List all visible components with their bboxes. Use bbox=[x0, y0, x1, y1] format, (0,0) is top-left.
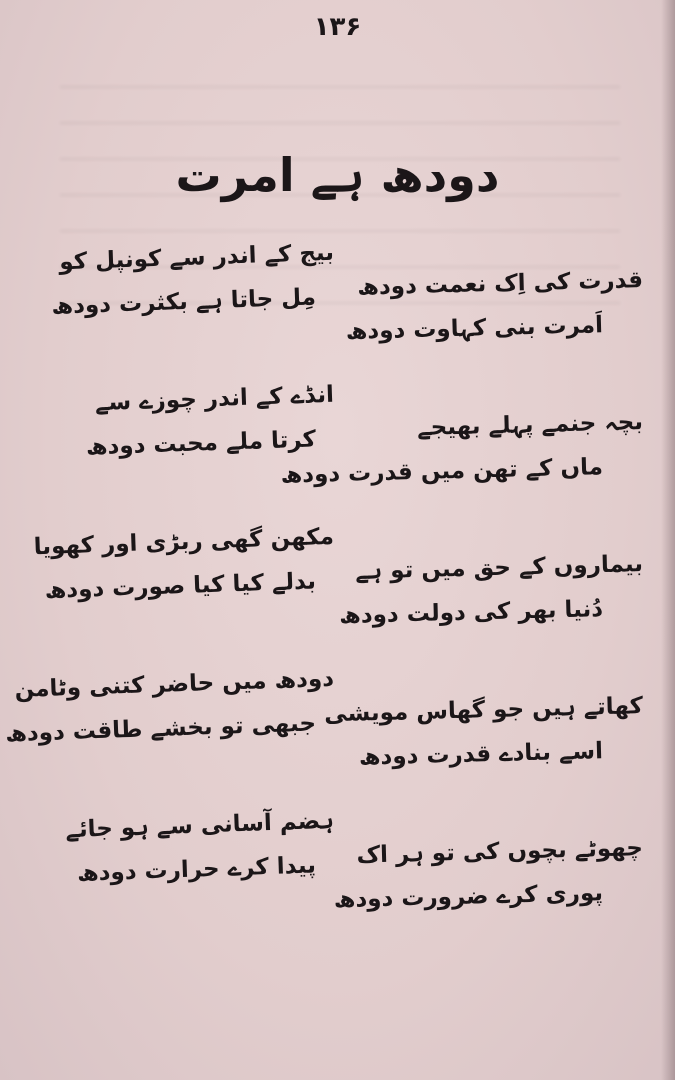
stanza bbox=[4, 662, 335, 750]
verse-line: دُنیا بھر کی دولت دودھ bbox=[338, 596, 604, 630]
verse-line: بیج کے اندر سے کونپل کو bbox=[58, 239, 335, 276]
stanza bbox=[323, 688, 644, 776]
verse-line: انڈے کے اندر چوزے سے bbox=[94, 381, 335, 417]
stanza bbox=[338, 546, 644, 634]
verse-line: بچہ جنمے پہلے بھیجے bbox=[416, 409, 644, 441]
verse-line: کرتا ملے محبت دودھ bbox=[85, 426, 317, 461]
verse-line: اسے بنادے قدرت دودھ bbox=[358, 738, 604, 771]
verse-line: دودھ میں حاضر کتنی وٹامن bbox=[14, 665, 335, 703]
verse-line: اَمرت بنی کہاوت دودھ bbox=[345, 312, 604, 345]
verse-line: مِل جاتا ہے بکثرت دودھ bbox=[51, 284, 317, 320]
verse-line: پوری کرے ضرورت دودھ bbox=[333, 880, 604, 914]
page-number: ۱۳۶ bbox=[313, 12, 362, 42]
verse-line: چھوٹے بچوں کی تو ہر اک bbox=[356, 835, 644, 869]
poem-title: دودھ ہے امرت bbox=[175, 148, 500, 202]
verse-line: بیماروں کے حق میں تو ہے bbox=[354, 551, 644, 585]
verse-line: قدرت کی اِک نعمت دودھ bbox=[357, 267, 644, 301]
verse-line: جبھی تو بخشے طاقت دودھ bbox=[4, 710, 317, 748]
verse-line: مکھن گھی ربڑی اور کھویا bbox=[33, 523, 335, 561]
stanza bbox=[34, 236, 334, 324]
verse-line: کھاتے ہیں جو گھاس مویشی bbox=[323, 693, 644, 728]
stanza bbox=[34, 378, 334, 466]
stanza bbox=[280, 404, 644, 492]
stanza bbox=[343, 262, 643, 350]
verse-line: پیدا کرے حرارت دودھ bbox=[76, 852, 317, 887]
verse-line: ماں کے تھن میں قدرت دودھ bbox=[280, 454, 604, 489]
stanza bbox=[34, 520, 334, 608]
verse-line: ہضم آسانی سے ہو جائے bbox=[65, 807, 335, 844]
left-column bbox=[4, 236, 335, 946]
verse-line: بدلے کیا کیا صورت دودھ bbox=[44, 568, 317, 604]
stanza bbox=[333, 830, 644, 918]
stanza bbox=[34, 804, 334, 892]
right-column bbox=[280, 262, 644, 972]
